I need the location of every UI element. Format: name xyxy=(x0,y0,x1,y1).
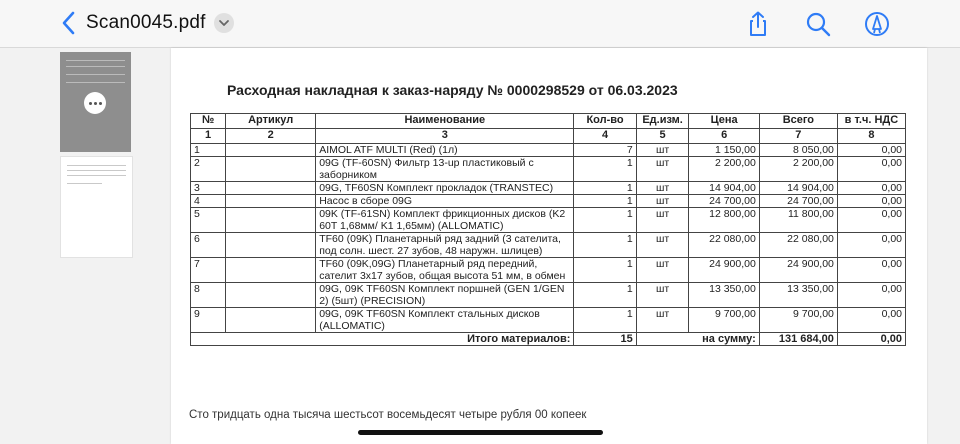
cell-total: 24 700,00 xyxy=(759,195,837,208)
cell-article xyxy=(226,233,316,258)
cell-qty: 1 xyxy=(574,182,636,195)
column-number: 1 xyxy=(191,129,226,144)
table-row xyxy=(191,208,906,233)
cell-vat: 0,00 xyxy=(837,182,905,195)
more-options-button[interactable] xyxy=(84,92,106,114)
header-cell: Цена xyxy=(689,114,759,129)
toolbar xyxy=(0,0,960,48)
cell-unit: шт xyxy=(636,258,689,283)
cell-name: 09G, TF60SN Комплект прокладок (TRANSTEC) xyxy=(316,182,574,195)
cell-price: 1 150,00 xyxy=(689,144,759,157)
document-viewer[interactable] xyxy=(0,48,960,444)
header-cell: в т.ч. НДС xyxy=(837,114,905,129)
header-cell: Артикул xyxy=(226,114,316,129)
cell-price: 2 200,00 xyxy=(689,157,759,182)
cell-name: Насос в сборе 09G xyxy=(316,195,574,208)
cell-article xyxy=(226,208,316,233)
cell-vat: 0,00 xyxy=(837,308,905,333)
cell-vat: 0,00 xyxy=(837,208,905,233)
cell-no: 7 xyxy=(191,258,226,283)
cell-total: 22 080,00 xyxy=(759,233,837,258)
totals-row xyxy=(191,333,906,346)
column-number-row xyxy=(191,129,906,144)
cell-unit: шт xyxy=(636,208,689,233)
cell-qty: 1 xyxy=(574,308,636,333)
column-number: 5 xyxy=(636,129,689,144)
cell-no: 2 xyxy=(191,157,226,182)
cell-article xyxy=(226,144,316,157)
cell-vat: 0,00 xyxy=(837,283,905,308)
cell-vat: 0,00 xyxy=(837,144,905,157)
header-cell: Кол-во xyxy=(574,114,636,129)
dot-icon xyxy=(99,102,102,105)
cell-name: TF60 (09K) Планетарный ряд задний (3 сателита, под солн. шест. 27 зубов, 48 наружн. шлицев) xyxy=(316,233,574,258)
cell-no: 9 xyxy=(191,308,226,333)
cell-article xyxy=(226,157,316,182)
cell-price: 9 700,00 xyxy=(689,308,759,333)
cell-name: 09G, 09K TF60SN Комплект стальных дисков (ALLOMATIC) xyxy=(316,308,574,333)
amount-in-words: Сто тридцать одна тысяча шестьсот восемьдесят четыре рубля 00 копеек xyxy=(189,409,587,421)
header-cell: Всего xyxy=(759,114,837,129)
cell-vat: 0,00 xyxy=(837,233,905,258)
document-filename[interactable]: Scan0045.pdf xyxy=(86,12,206,33)
column-number: 3 xyxy=(316,129,574,144)
pdf-page xyxy=(171,48,927,444)
column-number: 6 xyxy=(689,129,759,144)
invoice-table xyxy=(190,113,906,346)
table-row xyxy=(191,144,906,157)
cell-article xyxy=(226,182,316,195)
cell-name: TF60 (09K,09G) Планетарный ряд передний, сателит 3x17 зубов, общая высота 51 мм, в обмен xyxy=(316,258,574,283)
total-label: Итого материалов: xyxy=(191,333,574,346)
page-thumbnail-1[interactable] xyxy=(60,52,131,152)
chevron-down-icon xyxy=(214,13,234,33)
column-number: 7 xyxy=(759,129,837,144)
total-qty: 15 xyxy=(574,333,636,346)
sum-total: 131 684,00 xyxy=(759,333,837,346)
cell-unit: шт xyxy=(636,283,689,308)
cell-name: 09G, 09K TF60SN Комплект поршней (GEN 1/GEN 2) (5шт) (PRECISION) xyxy=(316,283,574,308)
cell-name: 09G (TF-60SN) Фильтр 13-up пластиковый с заборником xyxy=(316,157,574,182)
cell-unit: шт xyxy=(636,195,689,208)
cell-qty: 1 xyxy=(574,233,636,258)
table-row xyxy=(191,308,906,333)
header-cell: Наименование xyxy=(316,114,574,129)
cell-total: 24 900,00 xyxy=(759,258,837,283)
cell-total: 8 050,00 xyxy=(759,144,837,157)
cell-vat: 0,00 xyxy=(837,258,905,283)
table-row xyxy=(191,283,906,308)
cell-article xyxy=(226,308,316,333)
cell-qty: 1 xyxy=(574,258,636,283)
table-row xyxy=(191,258,906,283)
thumbnail-sidebar xyxy=(0,48,150,444)
invoice-title: Расходная накладная к заказ-наряду № 0000298529 от 06.03.2023 xyxy=(227,82,678,98)
cell-no: 5 xyxy=(191,208,226,233)
header-cell: № xyxy=(191,114,226,129)
cell-no: 4 xyxy=(191,195,226,208)
share-icon[interactable] xyxy=(744,10,772,38)
cell-unit: шт xyxy=(636,233,689,258)
cell-article xyxy=(226,258,316,283)
cell-no: 1 xyxy=(191,144,226,157)
cell-unit: шт xyxy=(636,182,689,195)
cell-article xyxy=(226,283,316,308)
cell-total: 2 200,00 xyxy=(759,157,837,182)
markup-pen-icon[interactable] xyxy=(863,10,891,38)
search-icon[interactable] xyxy=(804,10,832,38)
cell-total: 11 800,00 xyxy=(759,208,837,233)
header-cell: Ед.изм. xyxy=(636,114,689,129)
cell-name: AIMOL ATF MULTI (Red) (1л) xyxy=(316,144,574,157)
cell-no: 6 xyxy=(191,233,226,258)
cell-qty: 1 xyxy=(574,283,636,308)
table-row xyxy=(191,182,906,195)
dot-icon xyxy=(94,102,97,105)
cell-price: 12 800,00 xyxy=(689,208,759,233)
cell-qty: 7 xyxy=(574,144,636,157)
cell-name: 09K (TF-61SN) Комплект фрикционных дисков (K2 60T 1,68мм/ K1 1,65мм) (ALLOMATIC) xyxy=(316,208,574,233)
cell-unit: шт xyxy=(636,308,689,333)
cell-no: 8 xyxy=(191,283,226,308)
cell-total: 9 700,00 xyxy=(759,308,837,333)
cell-price: 24 900,00 xyxy=(689,258,759,283)
column-number: 8 xyxy=(837,129,905,144)
column-number: 4 xyxy=(574,129,636,144)
table-header-row xyxy=(191,114,906,129)
cell-total: 14 904,00 xyxy=(759,182,837,195)
cell-qty: 1 xyxy=(574,208,636,233)
sum-label: на сумму: xyxy=(636,333,759,346)
cell-qty: 1 xyxy=(574,157,636,182)
sum-vat: 0,00 xyxy=(837,333,905,346)
cell-article xyxy=(226,195,316,208)
filename-menu-button[interactable] xyxy=(214,13,234,33)
table-row xyxy=(191,233,906,258)
cell-price: 14 904,00 xyxy=(689,182,759,195)
cell-vat: 0,00 xyxy=(837,157,905,182)
cell-vat: 0,00 xyxy=(837,195,905,208)
page-thumbnail-2[interactable] xyxy=(60,156,133,258)
cell-qty: 1 xyxy=(574,195,636,208)
cell-price: 13 350,00 xyxy=(689,283,759,308)
cell-total: 13 350,00 xyxy=(759,283,837,308)
cell-no: 3 xyxy=(191,182,226,195)
dot-icon xyxy=(89,102,92,105)
home-indicator[interactable] xyxy=(358,430,603,435)
table-row xyxy=(191,157,906,182)
cell-price: 24 700,00 xyxy=(689,195,759,208)
chevron-left-icon[interactable] xyxy=(58,10,80,36)
column-number: 2 xyxy=(226,129,316,144)
table-row xyxy=(191,195,906,208)
cell-price: 22 080,00 xyxy=(689,233,759,258)
cell-unit: шт xyxy=(636,144,689,157)
cell-unit: шт xyxy=(636,157,689,182)
